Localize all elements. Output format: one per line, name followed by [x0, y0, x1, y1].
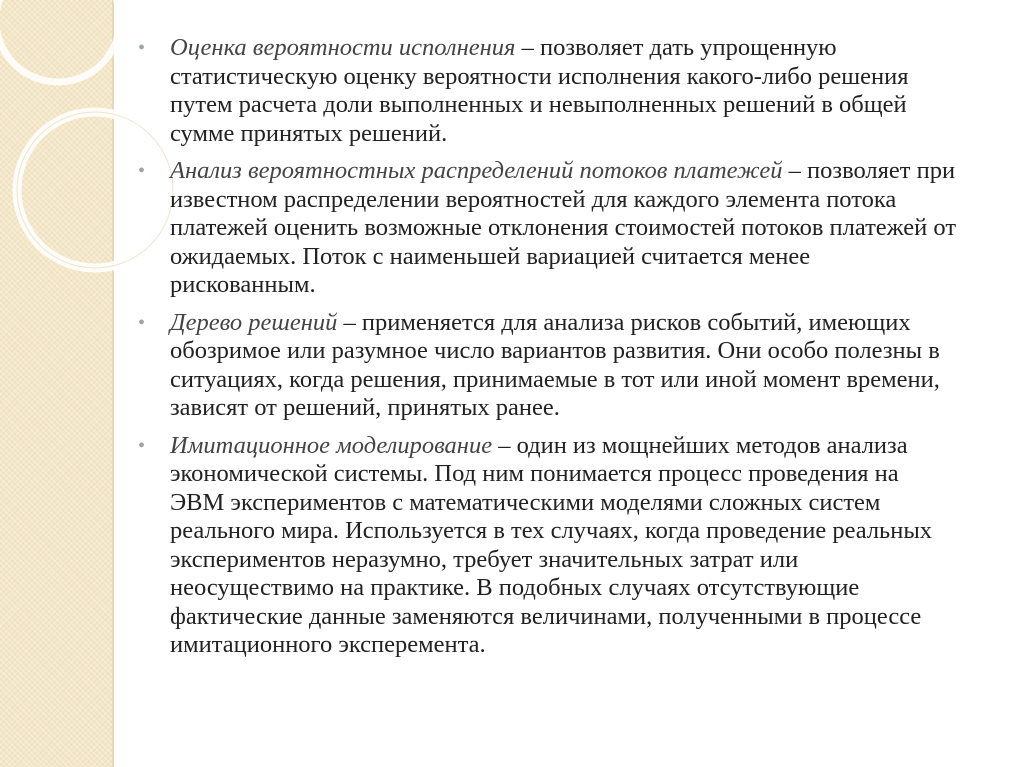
- bullet-item: [138, 34, 958, 148]
- side-band-edge: [112, 0, 114, 767]
- bullet-term: Оценка вероятности исполнения: [170, 34, 516, 61]
- decorative-side-band: [0, 0, 112, 767]
- bullet-item: [138, 157, 958, 300]
- bullet-term: Дерево решений: [170, 308, 338, 336]
- bullet-text: – один из мощнейших методов анализа экономической системы. Под ним понимается процесс проведения на ЭВМ экспериментов с математическими моделями сложных систем реального мира. Используется в тех случаях, когда проведение реальных экспериментов неразумно, требует значительных затрат или неосуществимо на практике. В подобных случаях отсутствующие фактические данные заменяются величинами, полученными в процессе имитационного эксперемента.: [170, 431, 933, 658]
- bullet-term: Имитационное моделирование: [170, 431, 493, 459]
- bullet-item: [138, 309, 958, 423]
- bullet-term: Анализ вероятностных распределений потоков платежей: [170, 157, 783, 184]
- bullet-list: [138, 34, 958, 660]
- bullet-dot-icon: •: [138, 160, 146, 182]
- bullet-text: – позволяет при известном распределении вероятностей для каждого элемента потока платежей оценить возможные отклонения стоимостей потоков платежей от ожидаемых. Поток с наименьшей вариацией считается менее рискованным.: [170, 157, 957, 298]
- bullet-item: [138, 432, 958, 660]
- bullet-dot-icon: •: [138, 311, 146, 334]
- slide-content: [138, 34, 958, 669]
- bullet-text: – применяется для анализа рисков событий, имеющих обозримое или разумное число вариантов развития. Они особо полезны в ситуациях, когда решения, принимаемые в тот или иной момент времени, зависят от решений, принятых ранее.: [170, 308, 940, 421]
- bullet-text: – позволяет дать упрощенную статистическую оценку вероятности исполнения какого-либо решения путем расчета доли выполненных и невыполненных решений в общей сумме принятых решений.: [170, 34, 909, 147]
- bullet-dot-icon: •: [138, 434, 146, 457]
- bullet-dot-icon: •: [138, 37, 146, 59]
